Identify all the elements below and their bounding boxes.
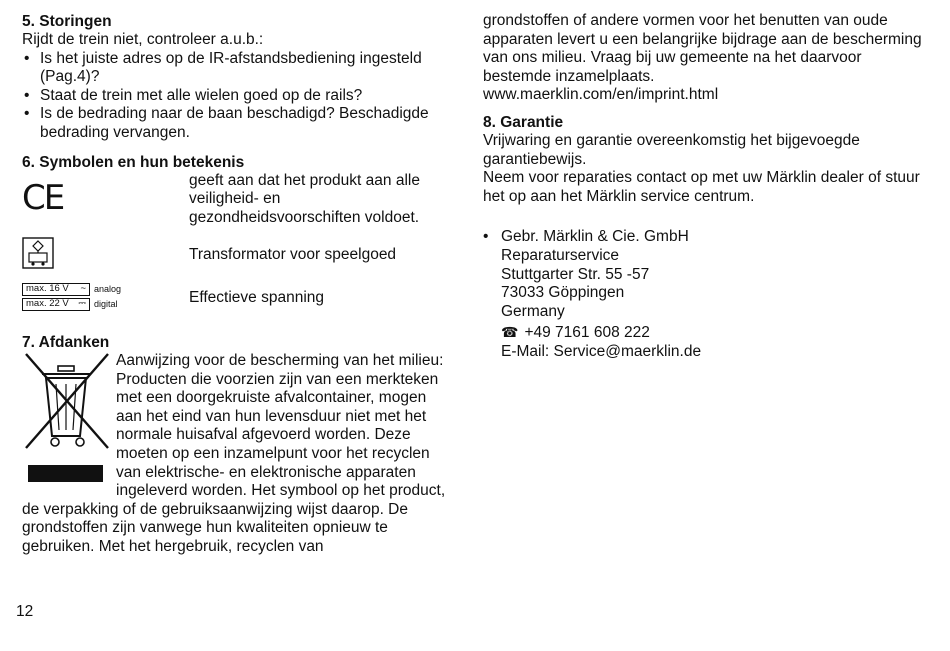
voltage-label-icon	[22, 283, 189, 311]
section-5-intro: Rijdt de trein niet, controleer a.u.b.:	[22, 31, 264, 48]
crossed-bin-icon	[22, 352, 116, 486]
city: 73033 Göppingen	[501, 284, 625, 302]
street-address: Stuttgarter Str. 55 -57	[501, 265, 650, 283]
transformer-symbol-row	[22, 237, 452, 275]
dc-sign-icon: ⎓	[78, 298, 86, 310]
list-item: • Is de bedrading naar de baan beschadigd? Beschadigde bedrading vervangen.	[22, 105, 452, 142]
warranty-text: Vrijwaring en garantie overeenkomstig het bijgevoegde garantiebewijs.	[483, 131, 860, 168]
weee-bar-icon	[28, 465, 103, 482]
list-item: • Staat de trein met alle wielen goed op de rails?	[22, 87, 452, 106]
service-address	[483, 228, 923, 361]
section-7-title: 7. Afdanken	[22, 333, 110, 351]
ce-mark: CE	[22, 177, 64, 218]
voltage-ac-label: analog	[94, 284, 122, 295]
repair-text: Neem voor reparaties contact op met uw Märklin dealer of stuur het op aan het Märklin service centrum.	[483, 169, 920, 205]
transformer-description: Transformator voor speelgoed	[189, 246, 397, 264]
section-5-title: 5. Storingen	[22, 13, 112, 30]
ce-mark-icon	[22, 172, 189, 218]
section-7-continued: grondstoffen of andere vormen voor het benutten van oude apparaten levert u een belangrijke bijdrage aan de bescherming van ons milieu. Vraag bij uw gemeente na het daarvoor bestemde inzamelplaats.	[483, 12, 922, 85]
ce-description: geeft aan dat het produkt aan alle veiligheid- en gezondheidsvoorschiften voldoet.	[189, 171, 420, 226]
voltage-ac-value: max. 16 V	[26, 283, 69, 295]
department: Reparaturservice	[501, 246, 620, 264]
voltage-dc-label: digital	[94, 299, 118, 310]
disposal-block	[22, 352, 452, 557]
company-name: • Gebr. Märklin & Cie. GmbH	[501, 228, 689, 246]
troubleshoot-list	[22, 50, 452, 143]
list-item: • Is het juiste adres op de IR-afstandsbediening ingesteld (Pag.4)?	[22, 50, 452, 87]
section-7-text: Aanwijzing voor de bescherming van het milieu: Producten die voorzien zijn van een merkteken met een doorgekruiste afvalcontainer, mogen aan het eind van hun levensduur niet met het normale huisafval afgevoerd worden. Deze moeten op een inzamelpunt voor het recyclen van elektrische- en elektronische apparaten ingeleverd worden. Het symbool op het product, de verpakking of de gebruiksaanwijzing wijst daarop. De grondstoffen zijn vanwege hun kwaliteiten opnieuw te gebruiken. Met het hergebruik, recyclen van	[22, 351, 446, 555]
imprint-url[interactable]: www.maerklin.com/en/imprint.html	[483, 86, 719, 104]
toy-transformer-icon	[22, 237, 189, 275]
email-address[interactable]: E-Mail: Service@maerklin.de	[501, 342, 702, 360]
telephone-icon: ☎	[501, 325, 519, 342]
phone-line	[501, 324, 923, 343]
voltage-description: Effectieve spanning	[189, 288, 325, 306]
section-6-title: 6. Symbolen en hun betekenis	[22, 153, 245, 171]
voltage-dc-value: max. 22 V	[26, 298, 69, 310]
left-column	[22, 12, 452, 556]
right-column	[483, 12, 923, 362]
voltage-symbol-row	[22, 283, 452, 311]
phone-number: +49 7161 608 222	[524, 324, 650, 342]
ac-sign-icon: ~	[80, 283, 86, 295]
page-number: 12	[16, 603, 34, 620]
ce-symbol-row	[22, 172, 452, 228]
country: Germany	[501, 302, 565, 320]
section-8-title: 8. Garantie	[483, 113, 564, 131]
